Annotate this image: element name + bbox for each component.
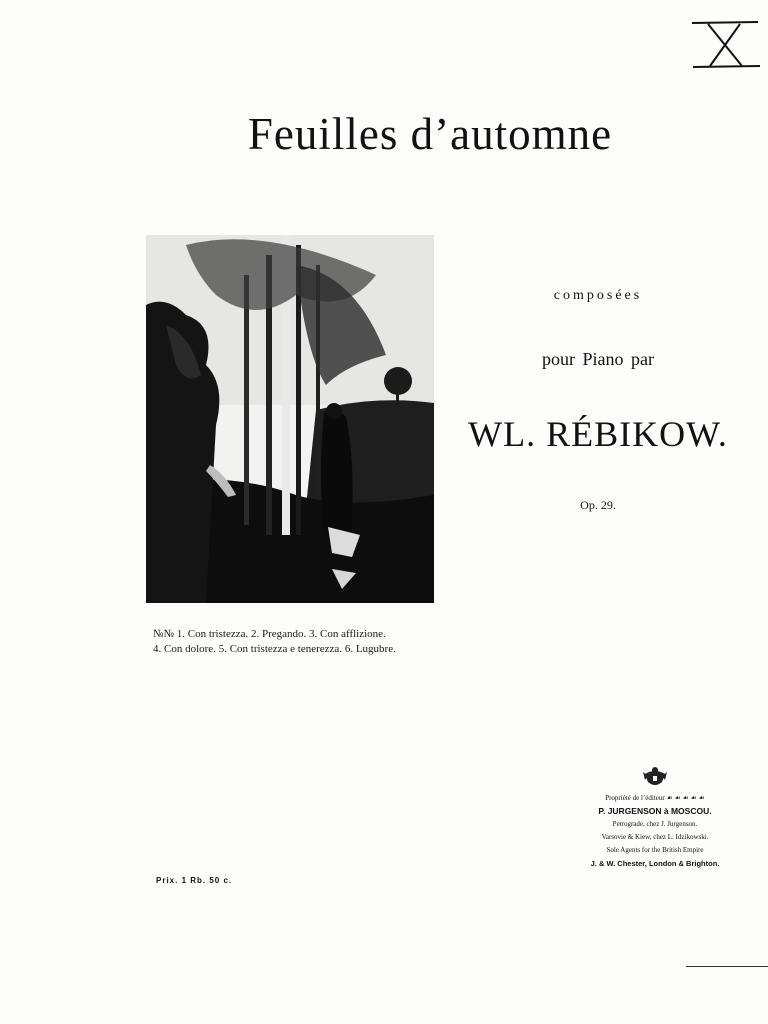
contents-line-1: №№ 1. Con tristezza. 2. Pregando. 3. Con afflizione.	[153, 628, 386, 640]
imperial-eagle-icon	[642, 766, 668, 790]
publisher-line-3: Petrograde, chez J. Jurgenson.	[612, 820, 698, 828]
publisher-line-6: J. & W. Chester, London & Brighton.	[590, 859, 720, 868]
publisher-line-4: Varsovie & Kiew, chez L. Idzikowski.	[601, 833, 709, 841]
pour-piano-text: pour Piano par	[542, 349, 654, 369]
publisher-line-5: Sole Agents for the British Empire	[606, 846, 704, 854]
opus-number: Op. 29.	[580, 498, 616, 512]
composees-text: composées	[553, 288, 643, 303]
price-text: Prix. 1 Rb. 50 c.	[156, 876, 233, 885]
edge-rule	[686, 966, 768, 967]
contents-line-2: 4. Con dolore. 5. Con tristezza e tenerezza. 6. Lugubre.	[153, 643, 396, 655]
landscape-illustration	[146, 235, 434, 603]
composer-name: WL. RÉBIKOW.	[468, 414, 728, 454]
publisher-block	[555, 766, 755, 870]
publisher-line-1: Propriété de l’éditeur ☙ ☙ ☙ ☙ ☙	[605, 794, 705, 802]
page-title: Feuilles d’automne	[247, 109, 613, 159]
publisher-line-2: P. JURGENSON à MOSCOU.	[598, 806, 712, 816]
roman-numeral-mark	[690, 18, 762, 74]
